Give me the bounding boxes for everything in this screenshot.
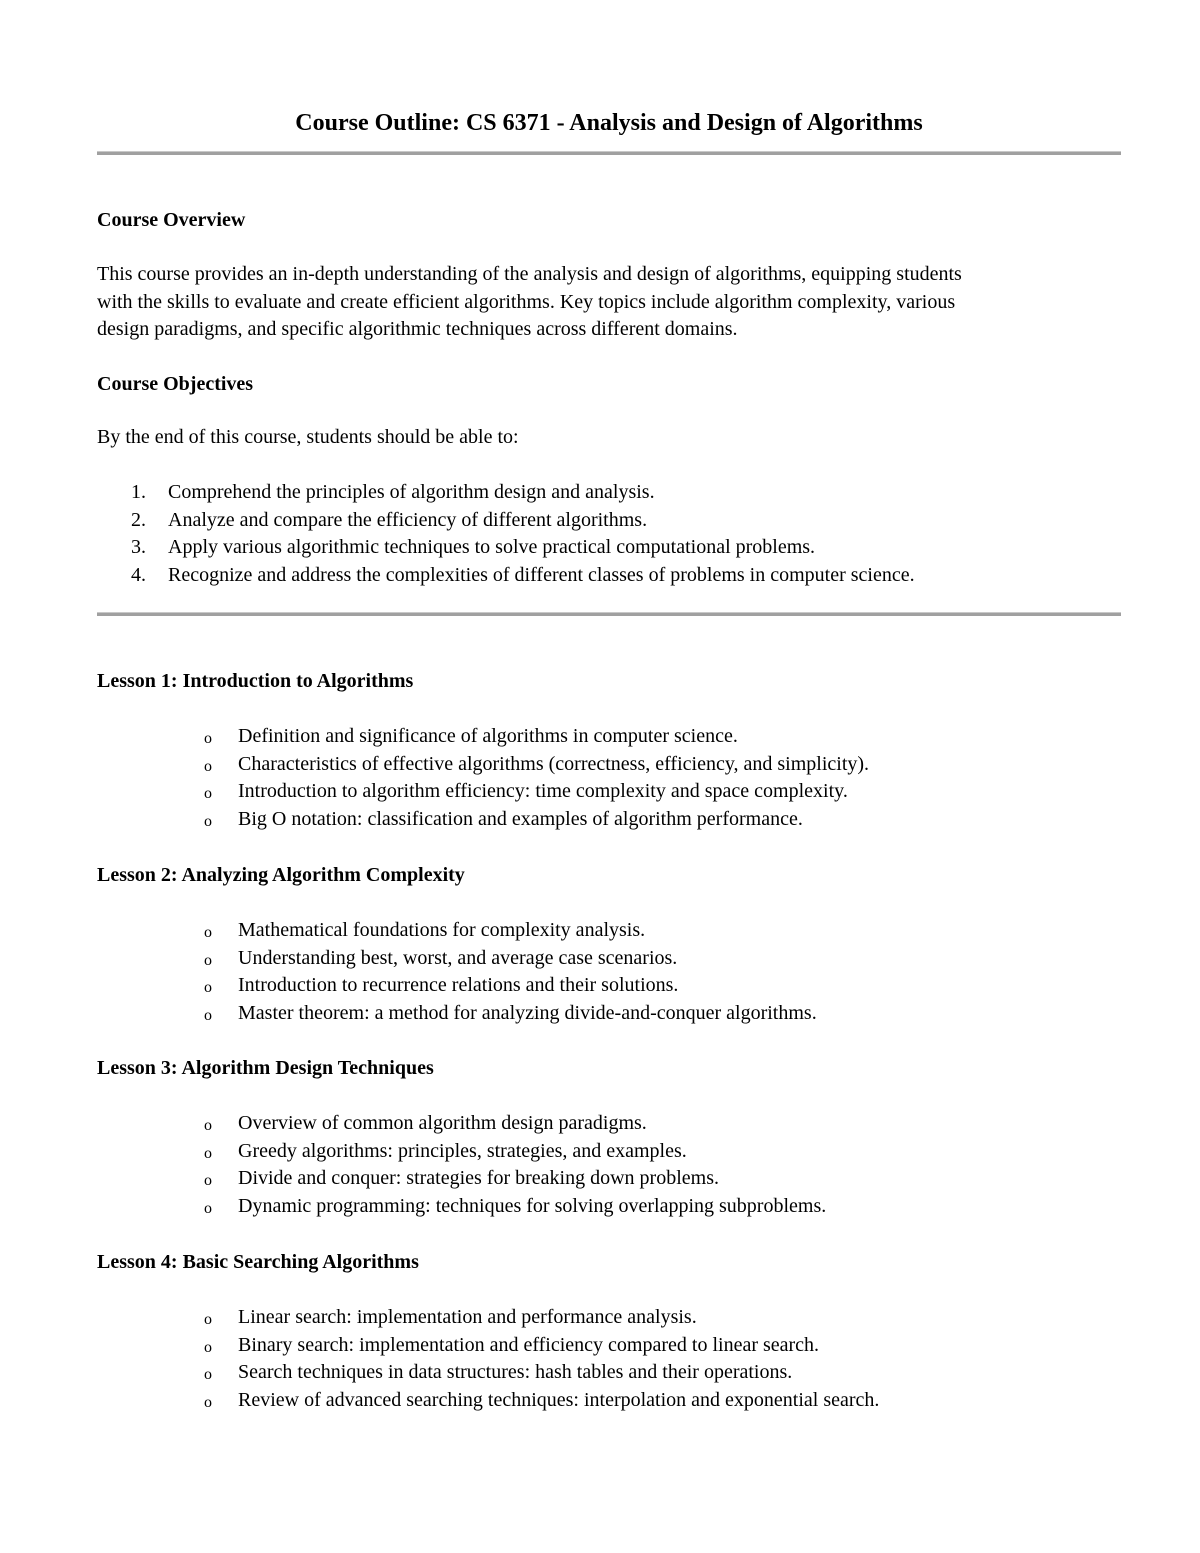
objective-text: Apply various algorithmic techniques to solve practical computational problems.	[168, 536, 816, 558]
overview-heading: Course Overview	[97, 209, 246, 231]
objective-item	[97, 562, 1121, 590]
bullet-icon: o	[204, 979, 212, 996]
document-title: Course Outline: CS 6371 - Analysis and Design of Algorithms	[295, 110, 923, 136]
lesson-item	[97, 972, 1121, 1000]
lesson-item-text: Characteristics of effective algorithms (correctness, efficiency, and simplicity).	[238, 752, 870, 775]
lesson-item-text: Search techniques in data structures: hash tables and their operations.	[238, 1361, 793, 1383]
lesson-3-heading: Lesson 3: Algorithm Design Techniques	[97, 1057, 434, 1079]
overview-line: with the skills to evaluate and create efficient algorithms. Key topics include algorithm complexity, various	[97, 290, 956, 313]
lesson-item-text: Understanding best, worst, and average case scenarios.	[238, 946, 678, 969]
bullet-icon: o	[204, 1393, 212, 1411]
objective-item	[97, 479, 1121, 507]
bullet-icon: o	[204, 730, 212, 747]
lesson-item-text: Master theorem: a method for analyzing divide-and-conquer algorithms.	[238, 1001, 817, 1024]
lesson-1-list	[97, 723, 1121, 833]
bullet-icon: o	[204, 812, 212, 830]
lesson-item	[97, 778, 1121, 806]
lesson-item	[97, 751, 1121, 779]
lesson-item-text: Definition and significance of algorithms in computer science.	[238, 725, 738, 747]
overview-paragraph	[97, 261, 1121, 344]
lesson-item-text: Introduction to recurrence relations and their solutions.	[238, 974, 679, 996]
lesson-item-text: Big O notation: classification and examples of algorithm performance.	[238, 807, 803, 830]
lesson-item	[97, 1138, 1121, 1166]
bullet-icon: o	[204, 924, 212, 941]
lesson-item	[97, 1000, 1121, 1028]
objective-text: Recognize and address the complexities of different classes of problems in computer science.	[168, 563, 915, 586]
objective-text: Analyze and compare the efficiency of different algorithms.	[168, 508, 648, 531]
lesson-item	[97, 917, 1121, 945]
objective-number: 2.	[131, 508, 146, 531]
lesson-item-text: Mathematical foundations for complexity analysis.	[238, 919, 646, 941]
objective-number: 1.	[131, 481, 146, 503]
objective-number: 3.	[131, 536, 146, 558]
section-divider	[97, 612, 1121, 616]
lesson-item	[97, 723, 1121, 751]
objective-number: 4.	[131, 563, 146, 586]
lesson-item-text: Review of advanced searching techniques: interpolation and exponential search.	[238, 1388, 880, 1411]
bullet-icon: o	[204, 1117, 212, 1134]
lesson-2-list	[97, 917, 1121, 1027]
lesson-item-text: Binary search: implementation and efficiency compared to linear search.	[238, 1333, 820, 1356]
objective-item	[97, 534, 1121, 562]
bullet-icon: o	[204, 951, 212, 969]
lesson-4-heading: Lesson 4: Basic Searching Algorithms	[97, 1251, 419, 1273]
lesson-2-heading: Lesson 2: Analyzing Algorithm Complexity	[97, 864, 465, 886]
lesson-item	[97, 806, 1121, 834]
lesson-item	[97, 1110, 1121, 1138]
overview-line: This course provides an in-depth understanding of the analysis and design of algorithms, equipping students	[97, 263, 962, 285]
lesson-item	[97, 945, 1121, 973]
objectives-heading: Course Objectives	[97, 373, 254, 395]
lesson-item-text: Dynamic programming: techniques for solving overlapping subproblems.	[238, 1194, 827, 1217]
bullet-icon: o	[204, 1311, 212, 1328]
bullet-icon: o	[204, 1338, 212, 1356]
objectives-list	[97, 479, 1121, 589]
lesson-item	[97, 1165, 1121, 1193]
lesson-item	[97, 1359, 1121, 1387]
bullet-icon: o	[204, 1172, 212, 1189]
lesson-item	[97, 1387, 1121, 1415]
lesson-item-text: Introduction to algorithm efficiency: time complexity and space complexity.	[238, 780, 848, 802]
objectives-intro: By the end of this course, students should be able to:	[97, 426, 519, 448]
bullet-icon: o	[204, 1366, 212, 1383]
overview-line: design paradigms, and specific algorithmic techniques across different domains.	[97, 318, 738, 340]
lesson-item-text: Linear search: implementation and performance analysis.	[238, 1306, 697, 1328]
lesson-item	[97, 1332, 1121, 1360]
bullet-icon: o	[204, 785, 212, 802]
lesson-1-heading: Lesson 1: Introduction to Algorithms	[97, 670, 414, 692]
lesson-item-text: Overview of common algorithm design paradigms.	[238, 1112, 647, 1134]
lesson-item-text: Greedy algorithms: principles, strategies, and examples.	[238, 1139, 687, 1162]
objective-text: Comprehend the principles of algorithm design and analysis.	[168, 481, 655, 503]
lesson-item	[97, 1193, 1121, 1221]
bullet-icon: o	[204, 1144, 212, 1162]
lesson-4-list	[97, 1304, 1121, 1414]
title-divider	[97, 151, 1121, 155]
bullet-icon: o	[204, 1006, 212, 1024]
lesson-item-text: Divide and conquer: strategies for breaking down problems.	[238, 1167, 719, 1189]
bullet-icon: o	[204, 1199, 212, 1217]
lesson-3-list	[97, 1110, 1121, 1220]
lesson-item	[97, 1304, 1121, 1332]
bullet-icon: o	[204, 757, 212, 775]
objective-item	[97, 507, 1121, 535]
